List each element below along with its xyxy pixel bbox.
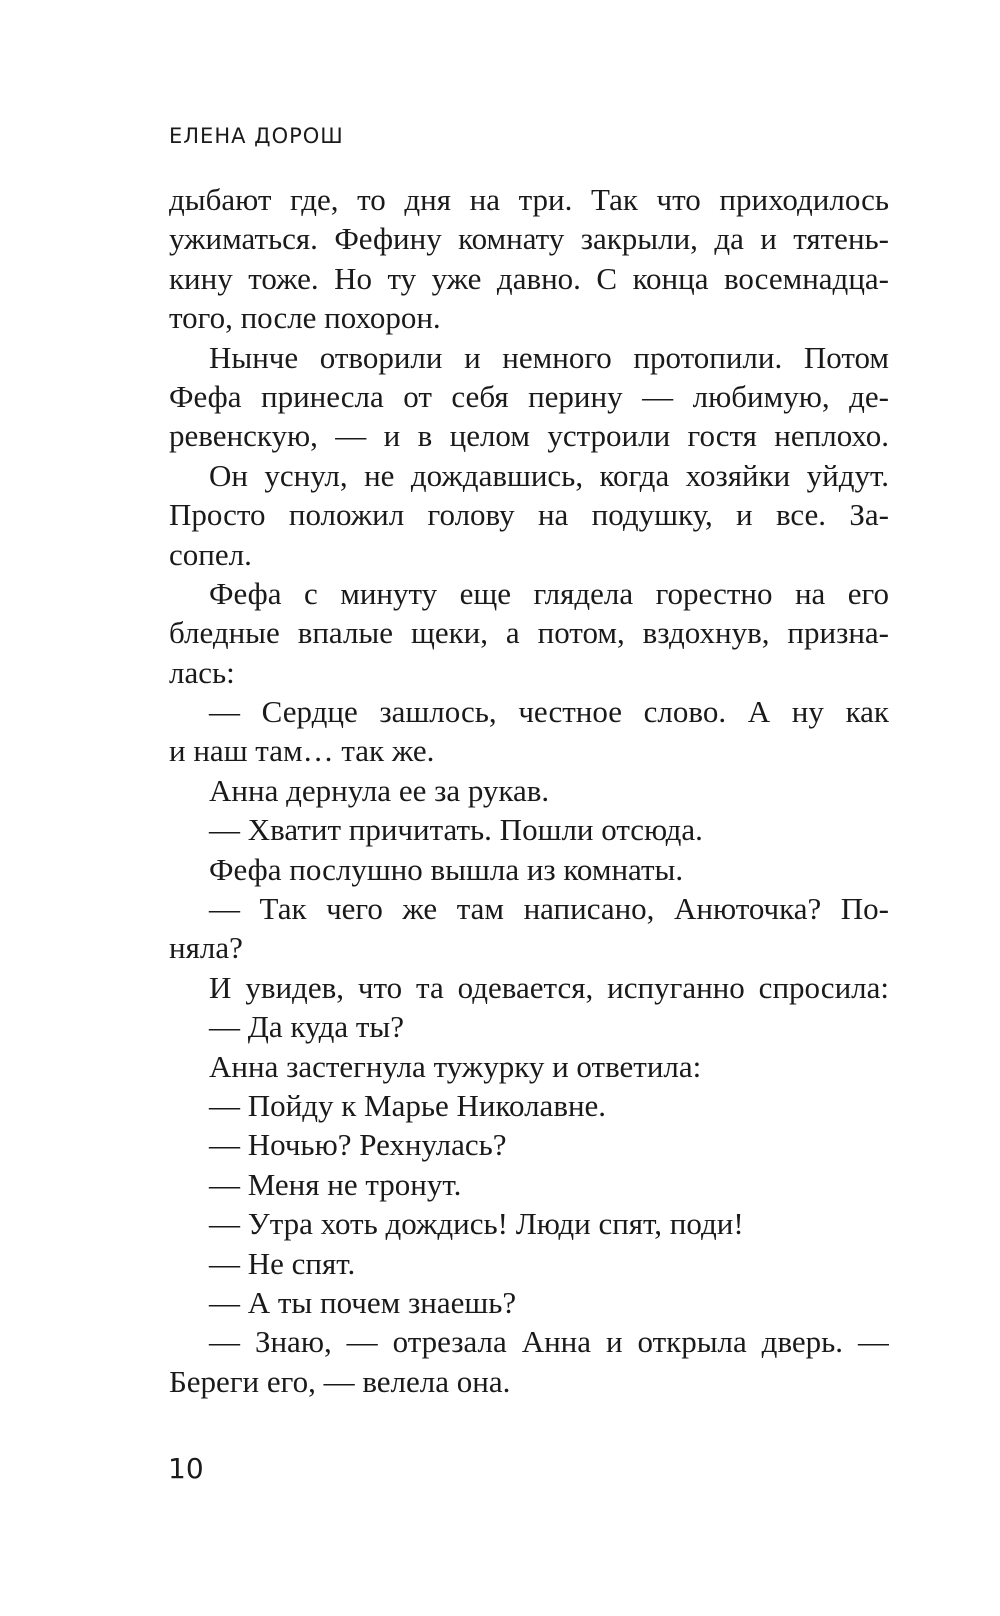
text-line: Он уснул, не дождавшись, когда хозяйки уйдут.	[209, 457, 889, 493]
page-number: 10	[168, 1452, 204, 1485]
text-line: Нынче отворили и немного протопили. Потом	[209, 339, 889, 375]
text-line: ревенскую, — и в целом устроили гостя неплохо.	[169, 418, 889, 454]
text-line: — Не спят.	[209, 1245, 356, 1281]
text-line: — Утра хоть дождись! Люди спят, поди!	[209, 1206, 744, 1242]
text-line: того, после похорон.	[169, 300, 441, 336]
text-line: — Знаю, — отрезала Анна и открыла дверь. —	[209, 1324, 889, 1360]
text-line: — Хватит причитать. Пошли отсюда.	[209, 812, 703, 848]
text-line: — Да куда ты?	[209, 1009, 404, 1045]
text-line: Береги его, — велела она.	[169, 1363, 511, 1399]
text-line: Фефа с минуту еще глядела горестно на его	[209, 575, 889, 611]
text-line: кину тоже. Но ту уже давно. С конца восемнадца-	[169, 260, 889, 296]
text-line: Анна застегнула тужурку и ответила:	[209, 1048, 702, 1084]
running-header-author: ЕЛЕНА ДОРОШ	[169, 124, 344, 148]
text-line: — Меня не тронут.	[209, 1166, 462, 1202]
text-line: няла?	[169, 930, 243, 966]
text-line: сопел.	[169, 536, 252, 572]
text-line: Фефа принесла от себя перину — любимую, де-	[169, 378, 889, 414]
text-line: дыбают где, то дня на три. Так что приходилось	[169, 182, 889, 217]
text-line: бледные впалые щеки, а потом, вздохнув, призна-	[169, 615, 889, 651]
text-line: — Пойду к Марье Николавне.	[209, 1087, 607, 1123]
text-line: Просто положил голову на подушку, и все. За-	[169, 497, 889, 533]
text-line: и наш там… так же.	[169, 733, 435, 769]
text-line: И увидев, что та одевается, испуганно спросила:	[209, 969, 889, 1005]
text-line: — Сердце зашлось, честное слово. А ну как	[209, 694, 889, 730]
text-line: ужиматься. Фефину комнату закрыли, да и тятень-	[169, 221, 889, 257]
text-line: — А ты почем знаешь?	[209, 1284, 517, 1320]
text-line: Фефа послушно вышла из комнаты.	[209, 851, 684, 887]
body-text	[169, 180, 889, 1401]
text-line: Анна дернула ее за рукав.	[209, 772, 550, 808]
text-line: — Так чего же там написано, Анюточка? По-	[209, 891, 889, 927]
text-line: — Ночью? Рехнулась?	[209, 1127, 507, 1163]
text-line: лась:	[169, 654, 235, 690]
